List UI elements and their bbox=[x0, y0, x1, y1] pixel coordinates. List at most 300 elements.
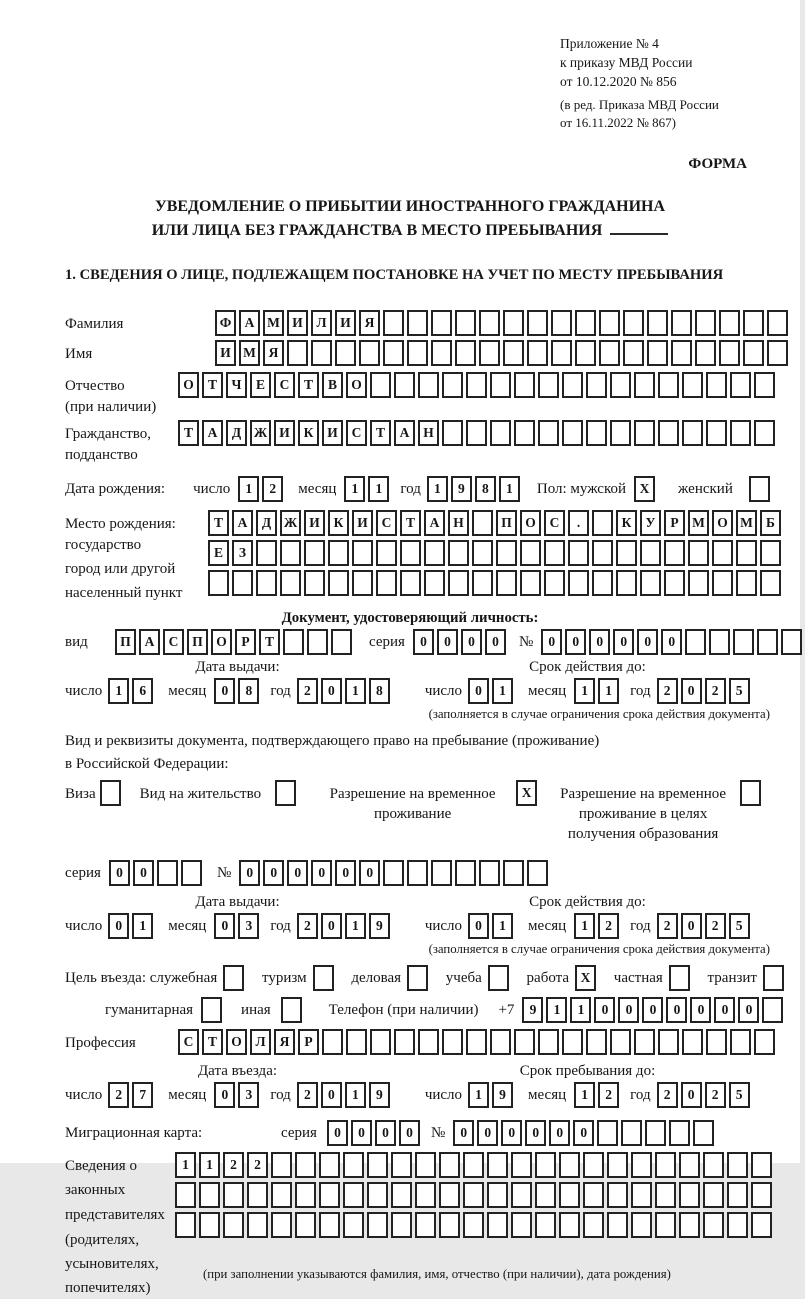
char-box[interactable]: Ф bbox=[215, 310, 236, 336]
char-box[interactable]: 1 bbox=[574, 1082, 595, 1108]
surname-boxes[interactable] bbox=[215, 310, 791, 336]
char-box[interactable]: 1 bbox=[199, 1152, 220, 1178]
char-box[interactable] bbox=[331, 629, 352, 655]
char-box[interactable] bbox=[616, 570, 637, 596]
char-box[interactable] bbox=[607, 1182, 628, 1208]
char-box[interactable] bbox=[256, 570, 277, 596]
char-box[interactable] bbox=[634, 420, 655, 446]
iddoc-issue-month-boxes[interactable] bbox=[214, 678, 262, 704]
char-box[interactable] bbox=[562, 420, 583, 446]
char-box[interactable] bbox=[400, 540, 421, 566]
char-box[interactable] bbox=[455, 340, 476, 366]
char-box[interactable]: 3 bbox=[238, 913, 259, 939]
char-box[interactable]: А bbox=[424, 510, 445, 536]
iddoc-issue-year-boxes[interactable] bbox=[297, 678, 393, 704]
char-box[interactable]: 2 bbox=[223, 1152, 244, 1178]
char-box[interactable] bbox=[343, 1212, 364, 1238]
char-box[interactable]: Ч bbox=[226, 372, 247, 398]
char-box[interactable] bbox=[621, 1120, 642, 1146]
char-box[interactable]: 7 bbox=[132, 1082, 153, 1108]
char-box[interactable]: К bbox=[328, 510, 349, 536]
char-box[interactable] bbox=[208, 570, 229, 596]
char-box[interactable] bbox=[551, 310, 572, 336]
char-box[interactable] bbox=[487, 1182, 508, 1208]
char-box[interactable] bbox=[607, 1152, 628, 1178]
char-box[interactable] bbox=[466, 372, 487, 398]
char-box[interactable] bbox=[703, 1182, 724, 1208]
char-box[interactable] bbox=[658, 420, 679, 446]
char-box[interactable]: М bbox=[263, 310, 284, 336]
iddoc-number-boxes[interactable] bbox=[541, 629, 805, 655]
char-box[interactable]: 0 bbox=[413, 629, 434, 655]
char-box[interactable] bbox=[520, 570, 541, 596]
char-box[interactable] bbox=[352, 570, 373, 596]
char-box[interactable]: 0 bbox=[477, 1120, 498, 1146]
char-box[interactable]: Т bbox=[178, 420, 199, 446]
char-box[interactable]: И bbox=[287, 310, 308, 336]
char-box[interactable] bbox=[511, 1182, 532, 1208]
char-box[interactable]: 1 bbox=[132, 913, 153, 939]
char-box[interactable] bbox=[575, 340, 596, 366]
char-box[interactable] bbox=[346, 1029, 367, 1055]
char-box[interactable]: 1 bbox=[499, 476, 520, 502]
char-box[interactable] bbox=[538, 372, 559, 398]
char-box[interactable]: О bbox=[211, 629, 232, 655]
char-box[interactable] bbox=[757, 629, 778, 655]
char-box[interactable] bbox=[472, 540, 493, 566]
char-box[interactable]: 0 bbox=[214, 913, 235, 939]
char-box[interactable] bbox=[562, 372, 583, 398]
char-box[interactable]: С bbox=[163, 629, 184, 655]
char-box[interactable] bbox=[455, 310, 476, 336]
char-box[interactable] bbox=[538, 420, 559, 446]
char-box[interactable] bbox=[685, 629, 706, 655]
char-box[interactable]: 1 bbox=[345, 1082, 366, 1108]
gender-male-checkbox[interactable] bbox=[634, 476, 658, 502]
char-box[interactable] bbox=[592, 570, 613, 596]
char-box[interactable] bbox=[760, 570, 781, 596]
char-box[interactable] bbox=[767, 310, 788, 336]
char-box[interactable]: А bbox=[394, 420, 415, 446]
char-box[interactable] bbox=[719, 310, 740, 336]
char-box[interactable] bbox=[751, 1152, 772, 1178]
iddoc-valid-month-boxes[interactable] bbox=[574, 678, 622, 704]
char-box[interactable] bbox=[281, 997, 302, 1023]
entry-day-boxes[interactable] bbox=[108, 1082, 156, 1108]
char-box[interactable]: С bbox=[544, 510, 565, 536]
char-box[interactable]: 0 bbox=[681, 1082, 702, 1108]
char-box[interactable] bbox=[223, 965, 244, 991]
char-box[interactable] bbox=[418, 1029, 439, 1055]
char-box[interactable]: И bbox=[322, 420, 343, 446]
birthdate-month-boxes[interactable] bbox=[344, 476, 392, 502]
char-box[interactable] bbox=[367, 1212, 388, 1238]
char-box[interactable] bbox=[304, 570, 325, 596]
char-box[interactable] bbox=[610, 1029, 631, 1055]
char-box[interactable]: К bbox=[298, 420, 319, 446]
char-box[interactable] bbox=[562, 1029, 583, 1055]
char-box[interactable]: 0 bbox=[287, 860, 308, 886]
char-box[interactable] bbox=[712, 570, 733, 596]
char-box[interactable]: 1 bbox=[238, 476, 259, 502]
char-box[interactable]: 8 bbox=[369, 678, 390, 704]
stay-day-boxes[interactable] bbox=[468, 1082, 516, 1108]
char-box[interactable]: 2 bbox=[657, 1082, 678, 1108]
char-box[interactable] bbox=[640, 540, 661, 566]
char-box[interactable] bbox=[682, 1029, 703, 1055]
representatives-boxes-row2[interactable] bbox=[175, 1182, 775, 1208]
char-box[interactable]: Д bbox=[256, 510, 277, 536]
permit-issue-day-boxes[interactable] bbox=[108, 913, 156, 939]
char-box[interactable]: 0 bbox=[589, 629, 610, 655]
char-box[interactable] bbox=[749, 476, 770, 502]
char-box[interactable]: 0 bbox=[461, 629, 482, 655]
char-box[interactable]: 0 bbox=[738, 997, 759, 1023]
char-box[interactable]: Л bbox=[250, 1029, 271, 1055]
char-box[interactable] bbox=[535, 1212, 556, 1238]
migcard-number-boxes[interactable] bbox=[453, 1120, 717, 1146]
char-box[interactable]: 2 bbox=[598, 1082, 619, 1108]
char-box[interactable] bbox=[311, 340, 332, 366]
char-box[interactable] bbox=[407, 310, 428, 336]
char-box[interactable] bbox=[328, 570, 349, 596]
purpose-official-checkbox[interactable] bbox=[223, 965, 247, 991]
char-box[interactable] bbox=[538, 1029, 559, 1055]
char-box[interactable] bbox=[407, 860, 428, 886]
char-box[interactable]: 2 bbox=[598, 913, 619, 939]
char-box[interactable] bbox=[431, 340, 452, 366]
char-box[interactable]: Я bbox=[263, 340, 284, 366]
char-box[interactable]: 0 bbox=[666, 997, 687, 1023]
char-box[interactable] bbox=[415, 1152, 436, 1178]
char-box[interactable]: 8 bbox=[475, 476, 496, 502]
char-box[interactable] bbox=[751, 1182, 772, 1208]
char-box[interactable]: У bbox=[640, 510, 661, 536]
char-box[interactable] bbox=[559, 1182, 580, 1208]
iddoc-issue-day-boxes[interactable] bbox=[108, 678, 156, 704]
char-box[interactable] bbox=[712, 540, 733, 566]
char-box[interactable] bbox=[679, 1152, 700, 1178]
char-box[interactable] bbox=[383, 860, 404, 886]
purpose-other-checkbox[interactable] bbox=[281, 997, 305, 1023]
char-box[interactable]: 0 bbox=[541, 629, 562, 655]
char-box[interactable]: О bbox=[712, 510, 733, 536]
char-box[interactable] bbox=[448, 570, 469, 596]
char-box[interactable] bbox=[664, 540, 685, 566]
birthplace-boxes-row3[interactable] bbox=[208, 570, 784, 596]
birthdate-day-boxes[interactable] bbox=[238, 476, 286, 502]
char-box[interactable]: 0 bbox=[399, 1120, 420, 1146]
permit-issue-month-boxes[interactable] bbox=[214, 913, 262, 939]
char-box[interactable] bbox=[623, 310, 644, 336]
entry-year-boxes[interactable] bbox=[297, 1082, 393, 1108]
char-box[interactable] bbox=[679, 1212, 700, 1238]
purpose-transit-checkbox[interactable] bbox=[763, 965, 787, 991]
char-box[interactable] bbox=[527, 860, 548, 886]
char-box[interactable]: С bbox=[274, 372, 295, 398]
char-box[interactable]: И bbox=[274, 420, 295, 446]
char-box[interactable]: 2 bbox=[297, 678, 318, 704]
char-box[interactable] bbox=[407, 340, 428, 366]
char-box[interactable] bbox=[760, 540, 781, 566]
char-box[interactable] bbox=[490, 372, 511, 398]
char-box[interactable] bbox=[655, 1182, 676, 1208]
char-box[interactable]: 9 bbox=[369, 1082, 390, 1108]
char-box[interactable]: Р bbox=[298, 1029, 319, 1055]
char-box[interactable] bbox=[520, 540, 541, 566]
char-box[interactable]: 5 bbox=[729, 678, 750, 704]
char-box[interactable] bbox=[439, 1212, 460, 1238]
char-box[interactable] bbox=[479, 310, 500, 336]
char-box[interactable] bbox=[448, 540, 469, 566]
char-box[interactable] bbox=[181, 860, 202, 886]
purpose-study-checkbox[interactable] bbox=[488, 965, 512, 991]
char-box[interactable] bbox=[658, 372, 679, 398]
char-box[interactable]: 8 bbox=[238, 678, 259, 704]
permit-number-boxes[interactable] bbox=[239, 860, 551, 886]
char-box[interactable]: П bbox=[187, 629, 208, 655]
char-box[interactable] bbox=[376, 570, 397, 596]
iddoc-series-boxes[interactable] bbox=[413, 629, 509, 655]
char-box[interactable]: 0 bbox=[618, 997, 639, 1023]
char-box[interactable] bbox=[669, 1120, 690, 1146]
char-box[interactable]: Т bbox=[202, 372, 223, 398]
char-box[interactable]: 0 bbox=[485, 629, 506, 655]
char-box[interactable]: 1 bbox=[345, 913, 366, 939]
char-box[interactable] bbox=[706, 372, 727, 398]
char-box[interactable] bbox=[671, 310, 692, 336]
representatives-boxes-row3[interactable] bbox=[175, 1212, 775, 1238]
char-box[interactable] bbox=[383, 310, 404, 336]
char-box[interactable] bbox=[472, 570, 493, 596]
char-box[interactable] bbox=[490, 1029, 511, 1055]
char-box[interactable] bbox=[586, 1029, 607, 1055]
char-box[interactable] bbox=[466, 1029, 487, 1055]
char-box[interactable] bbox=[418, 372, 439, 398]
char-box[interactable] bbox=[616, 540, 637, 566]
char-box[interactable]: 0 bbox=[613, 629, 634, 655]
stay-year-boxes[interactable] bbox=[657, 1082, 753, 1108]
char-box[interactable] bbox=[271, 1212, 292, 1238]
iddoc-kind-boxes[interactable] bbox=[115, 629, 355, 655]
char-box[interactable] bbox=[511, 1212, 532, 1238]
char-box[interactable]: 0 bbox=[239, 860, 260, 886]
char-box[interactable]: С bbox=[178, 1029, 199, 1055]
char-box[interactable]: С bbox=[376, 510, 397, 536]
char-box[interactable] bbox=[736, 570, 757, 596]
char-box[interactable] bbox=[733, 629, 754, 655]
char-box[interactable]: 0 bbox=[108, 913, 129, 939]
char-box[interactable] bbox=[503, 340, 524, 366]
char-box[interactable] bbox=[634, 372, 655, 398]
char-box[interactable] bbox=[496, 540, 517, 566]
char-box[interactable]: 0 bbox=[311, 860, 332, 886]
iddoc-valid-day-boxes[interactable] bbox=[468, 678, 516, 704]
permit-valid-month-boxes[interactable] bbox=[574, 913, 622, 939]
char-box[interactable]: Е bbox=[250, 372, 271, 398]
char-box[interactable]: 0 bbox=[637, 629, 658, 655]
char-box[interactable]: М bbox=[736, 510, 757, 536]
char-box[interactable] bbox=[391, 1212, 412, 1238]
purpose-business-checkbox[interactable] bbox=[407, 965, 431, 991]
char-box[interactable] bbox=[551, 340, 572, 366]
char-box[interactable] bbox=[359, 340, 380, 366]
citizenship-boxes[interactable] bbox=[178, 420, 778, 446]
char-box[interactable]: 0 bbox=[327, 1120, 348, 1146]
permit-series-boxes[interactable] bbox=[109, 860, 205, 886]
char-box[interactable] bbox=[275, 780, 296, 806]
char-box[interactable] bbox=[695, 310, 716, 336]
char-box[interactable] bbox=[754, 420, 775, 446]
char-box[interactable]: 1 bbox=[427, 476, 448, 502]
char-box[interactable] bbox=[394, 1029, 415, 1055]
char-box[interactable]: 0 bbox=[133, 860, 154, 886]
char-box[interactable] bbox=[328, 540, 349, 566]
char-box[interactable]: Т bbox=[208, 510, 229, 536]
char-box[interactable] bbox=[568, 540, 589, 566]
char-box[interactable] bbox=[490, 420, 511, 446]
char-box[interactable] bbox=[669, 965, 690, 991]
char-box[interactable] bbox=[175, 1212, 196, 1238]
char-box[interactable] bbox=[671, 340, 692, 366]
char-box[interactable]: Л bbox=[311, 310, 332, 336]
char-box[interactable] bbox=[391, 1152, 412, 1178]
char-box[interactable]: О bbox=[226, 1029, 247, 1055]
char-box[interactable] bbox=[597, 1120, 618, 1146]
permit-issue-year-boxes[interactable] bbox=[297, 913, 393, 939]
char-box[interactable] bbox=[295, 1152, 316, 1178]
char-box[interactable]: 3 bbox=[238, 1082, 259, 1108]
char-box[interactable] bbox=[247, 1212, 268, 1238]
phone-boxes[interactable] bbox=[522, 997, 786, 1023]
char-box[interactable]: 0 bbox=[321, 678, 342, 704]
char-box[interactable] bbox=[706, 420, 727, 446]
char-box[interactable] bbox=[201, 997, 222, 1023]
permit-valid-year-boxes[interactable] bbox=[657, 913, 753, 939]
char-box[interactable]: 2 bbox=[657, 913, 678, 939]
char-box[interactable]: Р bbox=[235, 629, 256, 655]
char-box[interactable] bbox=[634, 1029, 655, 1055]
char-box[interactable]: О bbox=[346, 372, 367, 398]
char-box[interactable]: 5 bbox=[729, 913, 750, 939]
char-box[interactable] bbox=[754, 372, 775, 398]
char-box[interactable] bbox=[767, 340, 788, 366]
char-box[interactable]: 0 bbox=[549, 1120, 570, 1146]
char-box[interactable] bbox=[583, 1182, 604, 1208]
char-box[interactable]: 1 bbox=[468, 1082, 489, 1108]
char-box[interactable] bbox=[693, 1120, 714, 1146]
char-box[interactable] bbox=[295, 1212, 316, 1238]
representatives-boxes-row1[interactable] bbox=[175, 1152, 775, 1178]
char-box[interactable]: И bbox=[335, 310, 356, 336]
char-box[interactable]: 2 bbox=[705, 678, 726, 704]
char-box[interactable]: 0 bbox=[681, 678, 702, 704]
char-box[interactable] bbox=[527, 340, 548, 366]
char-box[interactable]: Я bbox=[274, 1029, 295, 1055]
purpose-work-checkbox[interactable] bbox=[575, 965, 599, 991]
char-box[interactable] bbox=[763, 965, 784, 991]
char-box[interactable] bbox=[442, 372, 463, 398]
purpose-humanitarian-checkbox[interactable] bbox=[201, 997, 225, 1023]
char-box[interactable] bbox=[287, 340, 308, 366]
char-box[interactable]: 9 bbox=[522, 997, 543, 1023]
char-box[interactable]: X bbox=[516, 780, 537, 806]
char-box[interactable]: 0 bbox=[321, 1082, 342, 1108]
char-box[interactable] bbox=[719, 340, 740, 366]
char-box[interactable] bbox=[463, 1182, 484, 1208]
char-box[interactable]: Т bbox=[202, 1029, 223, 1055]
char-box[interactable] bbox=[631, 1152, 652, 1178]
char-box[interactable]: А bbox=[239, 310, 260, 336]
char-box[interactable] bbox=[631, 1212, 652, 1238]
char-box[interactable] bbox=[514, 1029, 535, 1055]
char-box[interactable]: З bbox=[232, 540, 253, 566]
char-box[interactable]: 0 bbox=[525, 1120, 546, 1146]
char-box[interactable] bbox=[472, 510, 493, 536]
char-box[interactable]: 0 bbox=[214, 1082, 235, 1108]
char-box[interactable] bbox=[199, 1182, 220, 1208]
iddoc-valid-year-boxes[interactable] bbox=[657, 678, 753, 704]
char-box[interactable] bbox=[424, 540, 445, 566]
char-box[interactable] bbox=[383, 340, 404, 366]
char-box[interactable] bbox=[647, 310, 668, 336]
char-box[interactable] bbox=[655, 1152, 676, 1178]
char-box[interactable] bbox=[586, 372, 607, 398]
char-box[interactable] bbox=[442, 420, 463, 446]
char-box[interactable] bbox=[319, 1182, 340, 1208]
char-box[interactable] bbox=[307, 629, 328, 655]
char-box[interactable]: Р bbox=[664, 510, 685, 536]
char-box[interactable]: 1 bbox=[546, 997, 567, 1023]
char-box[interactable] bbox=[599, 340, 620, 366]
char-box[interactable] bbox=[352, 540, 373, 566]
residence-permit-checkbox[interactable] bbox=[275, 780, 299, 806]
char-box[interactable] bbox=[322, 1029, 343, 1055]
char-box[interactable]: 0 bbox=[335, 860, 356, 886]
char-box[interactable] bbox=[695, 340, 716, 366]
char-box[interactable]: 9 bbox=[451, 476, 472, 502]
char-box[interactable] bbox=[463, 1152, 484, 1178]
char-box[interactable] bbox=[439, 1182, 460, 1208]
char-box[interactable] bbox=[743, 340, 764, 366]
char-box[interactable] bbox=[527, 310, 548, 336]
char-box[interactable] bbox=[271, 1182, 292, 1208]
char-box[interactable]: И bbox=[352, 510, 373, 536]
char-box[interactable] bbox=[424, 570, 445, 596]
visa-checkbox[interactable] bbox=[100, 780, 124, 806]
char-box[interactable] bbox=[514, 420, 535, 446]
char-box[interactable]: 2 bbox=[705, 1082, 726, 1108]
char-box[interactable]: 2 bbox=[262, 476, 283, 502]
char-box[interactable]: Н bbox=[448, 510, 469, 536]
char-box[interactable] bbox=[535, 1152, 556, 1178]
char-box[interactable]: 1 bbox=[368, 476, 389, 502]
char-box[interactable]: 0 bbox=[501, 1120, 522, 1146]
char-box[interactable] bbox=[442, 1029, 463, 1055]
purpose-private-checkbox[interactable] bbox=[669, 965, 693, 991]
char-box[interactable]: 1 bbox=[574, 678, 595, 704]
birthdate-year-boxes[interactable] bbox=[427, 476, 523, 502]
char-box[interactable] bbox=[727, 1182, 748, 1208]
char-box[interactable]: 0 bbox=[468, 913, 489, 939]
char-box[interactable]: М bbox=[239, 340, 260, 366]
char-box[interactable]: Т bbox=[400, 510, 421, 536]
char-box[interactable] bbox=[658, 1029, 679, 1055]
char-box[interactable] bbox=[370, 1029, 391, 1055]
char-box[interactable]: 1 bbox=[570, 997, 591, 1023]
char-box[interactable]: Я bbox=[359, 310, 380, 336]
char-box[interactable] bbox=[431, 310, 452, 336]
